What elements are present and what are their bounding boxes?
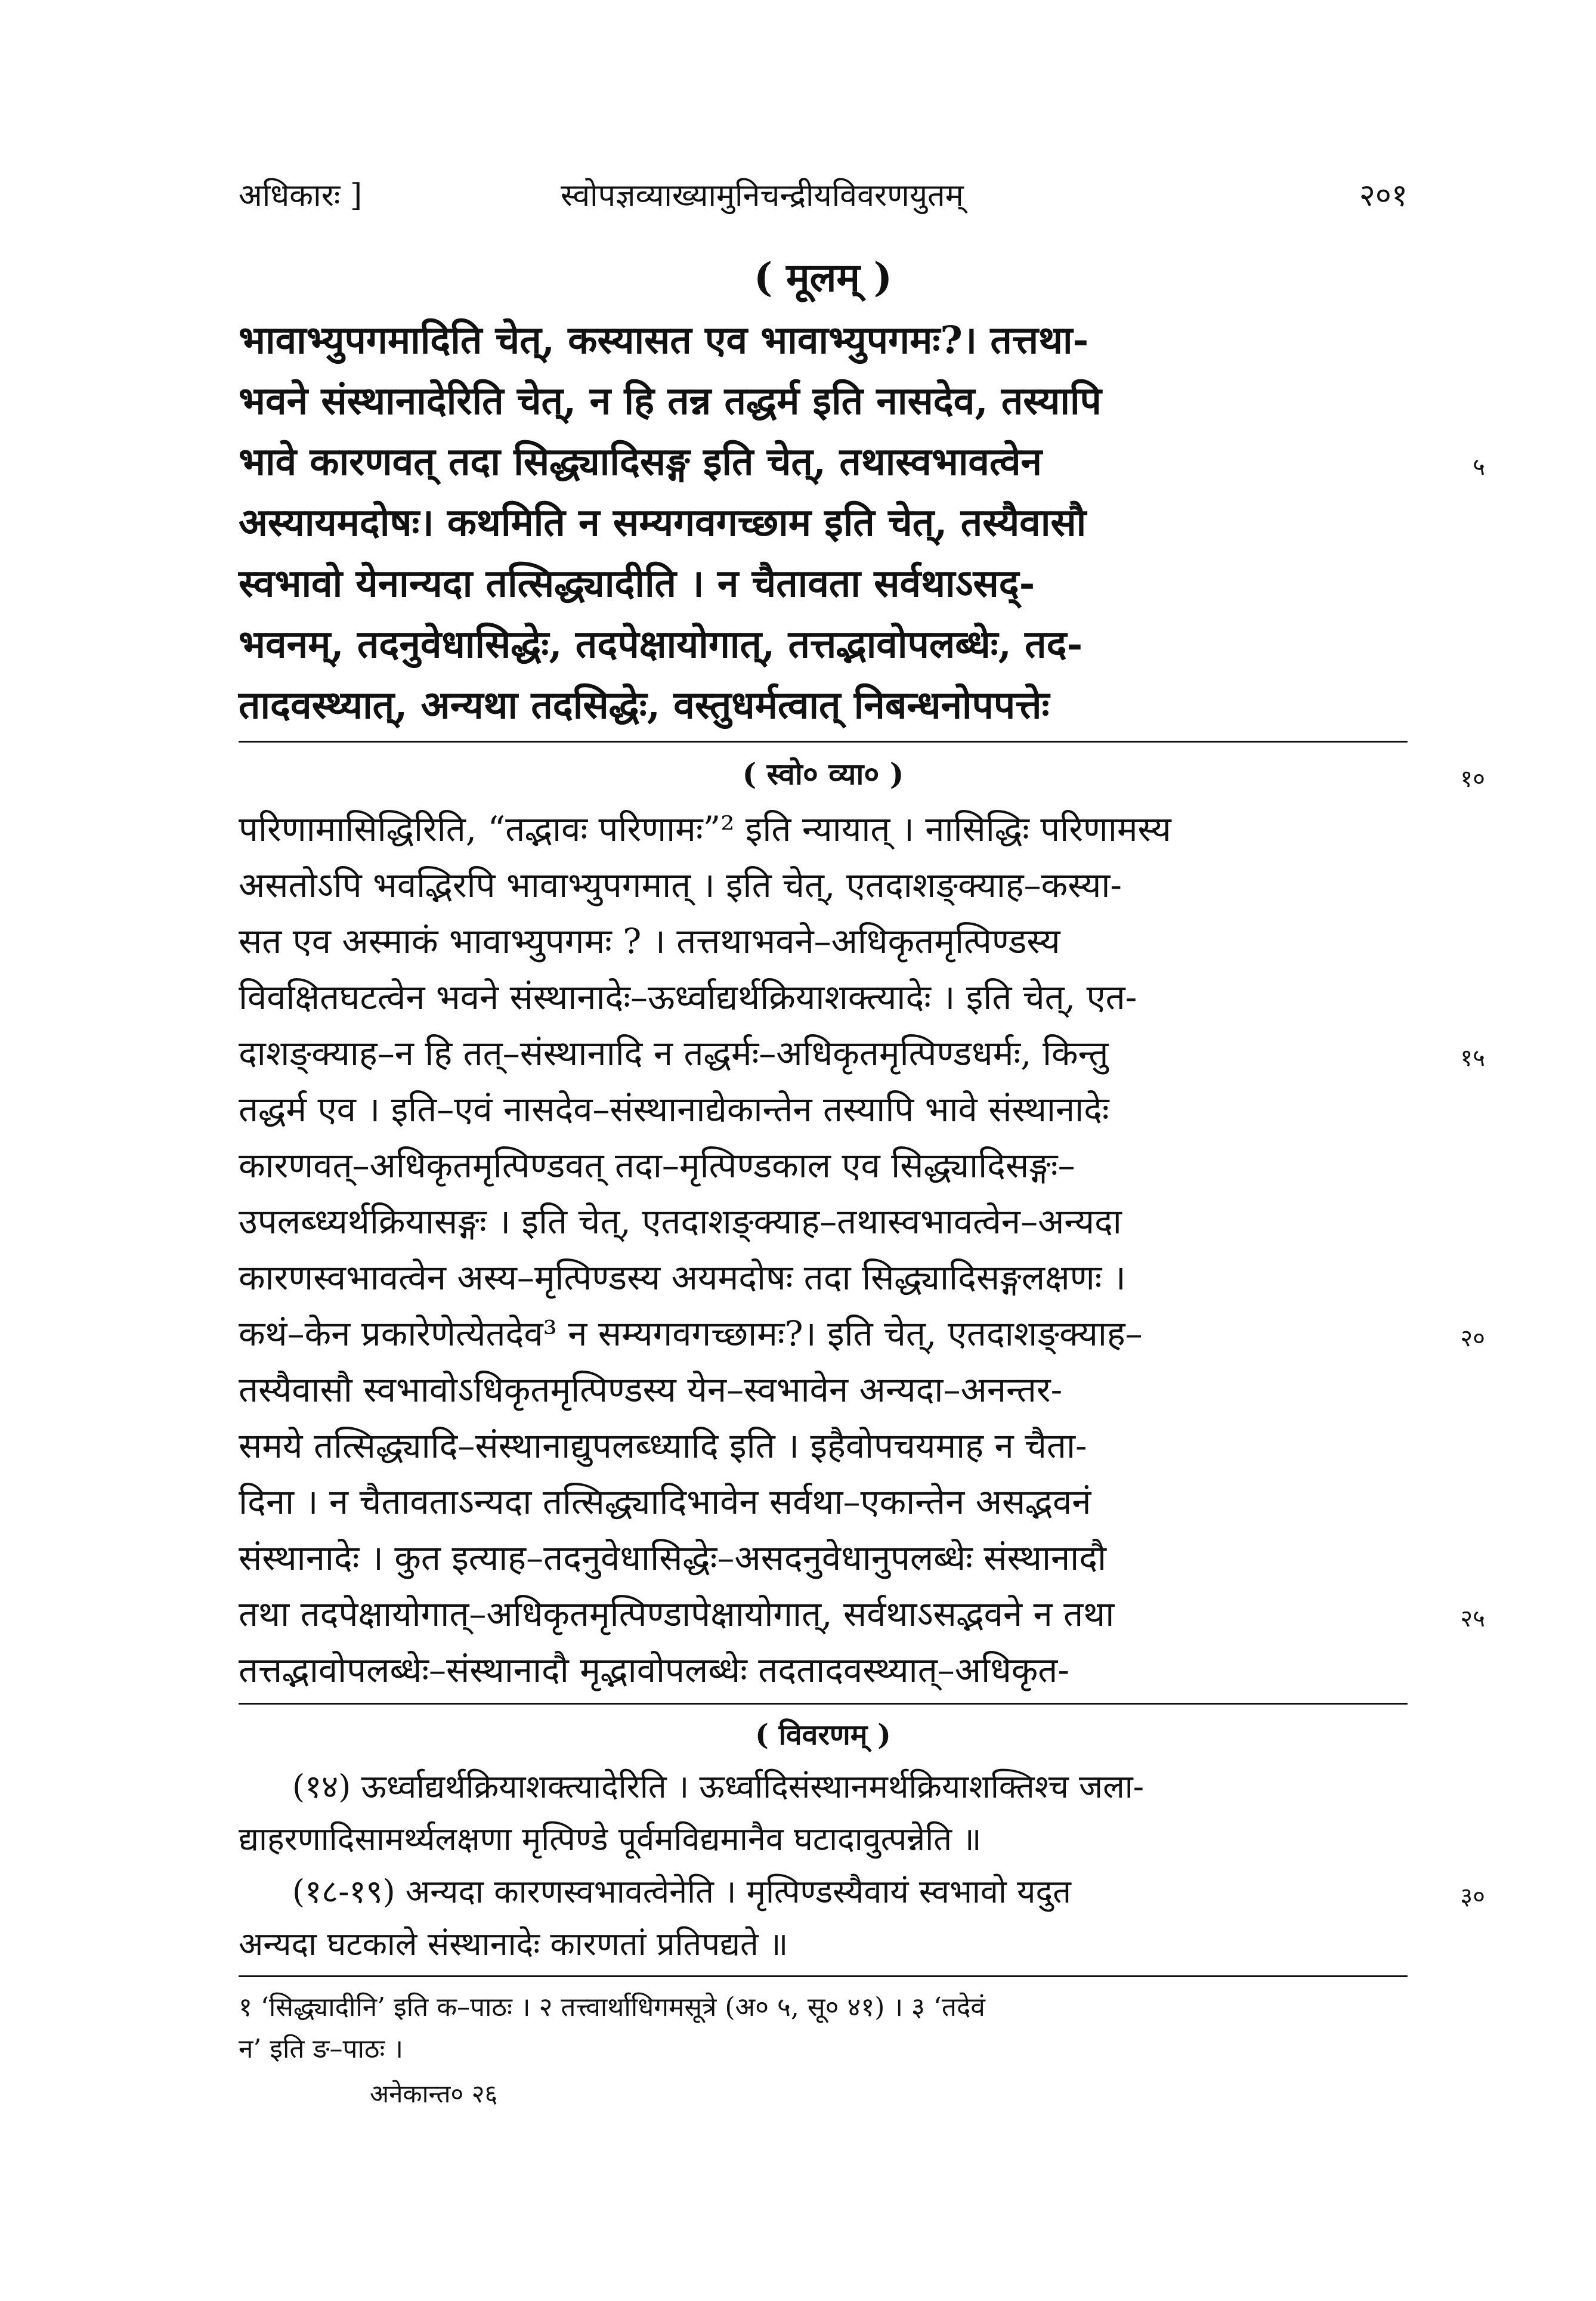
vyakhya-line: दाशङ्क्याह–न हि तत्–संस्थानादि न तद्धर्मः–अधिकृतमृत्पिण्डधर्मः, किन्तु १५ xyxy=(239,1025,1408,1081)
section-divider xyxy=(239,741,1408,743)
vyakhya-line: तद्धर्म एव । इति–एवं नासदेव–संस्थानाद्येकान्तेन तस्यापि भावे संस्थानादेः xyxy=(239,1089,1109,1130)
page-number: २०१ xyxy=(1359,178,1408,214)
mulam-line: अस्यायमदोषः। कथमिति न सम्यगवगच्छाम इति चेत्, तस्यैवासौ xyxy=(239,500,1087,545)
vyakhya-line: तस्यैवासौ स्वभावोऽधिकृतमृत्पिण्डस्य येन–स्वभावेन अन्यदा–अनन्तर- xyxy=(239,1369,1063,1410)
footnote-divider xyxy=(239,1975,1408,1977)
mulam-line: भावे कारणवत् तदा सिद्ध्यादिसङ्ग इति चेत्, तथास्वभावत्वेन ५ xyxy=(239,432,1408,493)
mulam-text xyxy=(239,310,1485,736)
vivarana-heading: ( विवरणम् ) xyxy=(755,1718,891,1752)
mulam-line: भवनम्, तदनुवेधासिद्धेः, तदपेक्षायोगात्, तत्तद्भावोपलब्धेः, तद- xyxy=(239,622,1083,667)
vyakhya-text xyxy=(239,801,1485,1698)
vyakhya-line: विवक्षितघटत्वेन भवने संस्थानादेः–ऊर्ध्वाद्यर्थक्रियाशक्त्यादेः । इति चेत्, एत- xyxy=(239,977,1137,1017)
header-title: स्वोपज्ञव्याख्यामुनिचन्द्रीयविवरणयुतम् xyxy=(561,178,964,214)
footnote-line: न’ इति ङ–पाठः । xyxy=(239,2034,403,2064)
vyakhya-line: परिणामासिद्धिरिति, “तद्भावः परिणामः”² इति न्यायात् । नासिद्धिः परिणामस्य xyxy=(239,809,1171,849)
mulam-line: भवने संस्थानादेरिति चेत्, न हि तन्न तद्धर्म इति नासदेव, तस्यापि xyxy=(239,379,1102,423)
vyakhya-line: कारणस्वभावत्वेन अस्य–मृत्पिण्डस्य अयमदोषः तदा सिद्ध्यादिसङ्गलक्षणः । xyxy=(239,1257,1126,1298)
section-divider xyxy=(239,1703,1408,1705)
line-number: २० xyxy=(1460,1325,1485,1352)
vivarana-line: (१४) ऊर्ध्वाद्यर्थक्रियाशक्त्यादेरिति । ऊर्ध्वादिसंस्थानमर्थक्रियाशक्तिश्च जला- xyxy=(292,1768,1144,1805)
signature-mark: अनेकान्त० २६ xyxy=(370,2079,498,2108)
line-number: ५ xyxy=(1473,453,1485,481)
vyakhya-line: दिना । न चैतावताऽन्यदा तत्सिद्ध्यादिभावेन सर्वथा–एकान्तेन असद्भवनं xyxy=(239,1482,1091,1522)
vyakhya-line: समये तत्सिद्ध्यादि–संस्थानाद्युपलब्ध्यादि इति । इहैवोपचयमाह न चैता- xyxy=(239,1425,1087,1466)
vyakhya-line: कारणवत्–अधिकृतमृत्पिण्डवत् तदा–मृत्पिण्डकाल एव सिद्ध्यादिसङ्गः– xyxy=(239,1145,1075,1186)
vyakhya-line: असतोऽपि भवद्भिरपि भावाभ्युपगमात् । इति चेत्, एतदाशङ्क्याह–कस्या- xyxy=(239,865,1122,905)
vivarana-line: द्याहरणादिसामर्थ्यलक्षणा मृत्पिण्डे पूर्वमविद्यमानैव घटादावुत्पन्नेति ॥ xyxy=(239,1820,982,1858)
footnotes xyxy=(239,1987,1408,2070)
vyakhya-line: कथं–केन प्रकारेणेत्येतदेव³ न सम्यगवगच्छामः?। इति चेत्, एतदाशङ्क्याह– २० xyxy=(239,1306,1408,1362)
vivarana-line: (१८-१९) अन्यदा कारणस्वभावत्वेनेति । मृत्पिण्डस्यैवायं स्वभावो यदुत ३० xyxy=(239,1866,1408,1918)
header-left: अधिकारः ] xyxy=(239,178,363,214)
line-number: १० xyxy=(1460,765,1485,793)
vyakhya-heading: ( स्वो० व्या० ) १० xyxy=(239,747,1408,801)
vyakhya-line: सत एव अस्माकं भावाभ्युपगमः ? । तत्तथाभवने–अधिकृतमृत्पिण्डस्य xyxy=(239,921,1060,961)
line-number: २५ xyxy=(1460,1605,1485,1632)
mulam-heading: ( मूलम् ) xyxy=(753,254,893,301)
mulam-line: भावाभ्युपगमादिति चेत्, कस्यासत एव भावाभ्युपगमः?। तत्तथा- xyxy=(239,318,1089,363)
line-number: १५ xyxy=(1460,1044,1485,1072)
vyakhya-line: उपलब्ध्यर्थक्रियासङ्गः । इति चेत्, एतदाशङ्क्याह–तथास्वभावत्वेन–अन्यदा xyxy=(239,1201,1122,1242)
vyakhya-line: तथा तदपेक्षायोगात्–अधिकृतमृत्पिण्डापेक्षायोगात्, सर्वथाऽसद्भवने न तथा २५ xyxy=(239,1586,1408,1642)
mulam-line: तादवस्थ्यात्, अन्यथा तदसिद्धेः, वस्तुधर्मत्वात् निबन्धनोपपत्तेः xyxy=(239,683,1050,728)
running-header xyxy=(239,161,1408,227)
page xyxy=(239,161,1485,2110)
vyakhya-line: तत्तद्भावोपलब्धेः–संस्थानादौ मृद्भावोपलब्धेः तदतादवस्थ्यात्–अधिकृत- xyxy=(239,1650,1069,1690)
vivarana-text xyxy=(239,1761,1485,1971)
footnote-line: १ ‘सिद्ध्यादीनि’ इति क–पाठः । २ तत्त्वार्थाधिगमसूत्रे (अ० ५, सू० ४१) । ३ ‘तदेवं xyxy=(239,1992,985,2022)
vyakhya-line: संस्थानादेः । कुत इत्याह–तदनुवेधासिद्धेः–असदनुवेधानुपलब्धेः संस्थानादौ xyxy=(239,1538,1107,1578)
line-number: ३० xyxy=(1460,1883,1485,1910)
mulam-line: स्वभावो येनान्यदा तत्सिद्ध्यादीति । न चैतावता सर्वथाऽसद्- xyxy=(239,561,1035,606)
vivarana-line: अन्यदा घटकाले संस्थानादेः कारणतां प्रतिपद्यते ॥ xyxy=(239,1925,788,1963)
